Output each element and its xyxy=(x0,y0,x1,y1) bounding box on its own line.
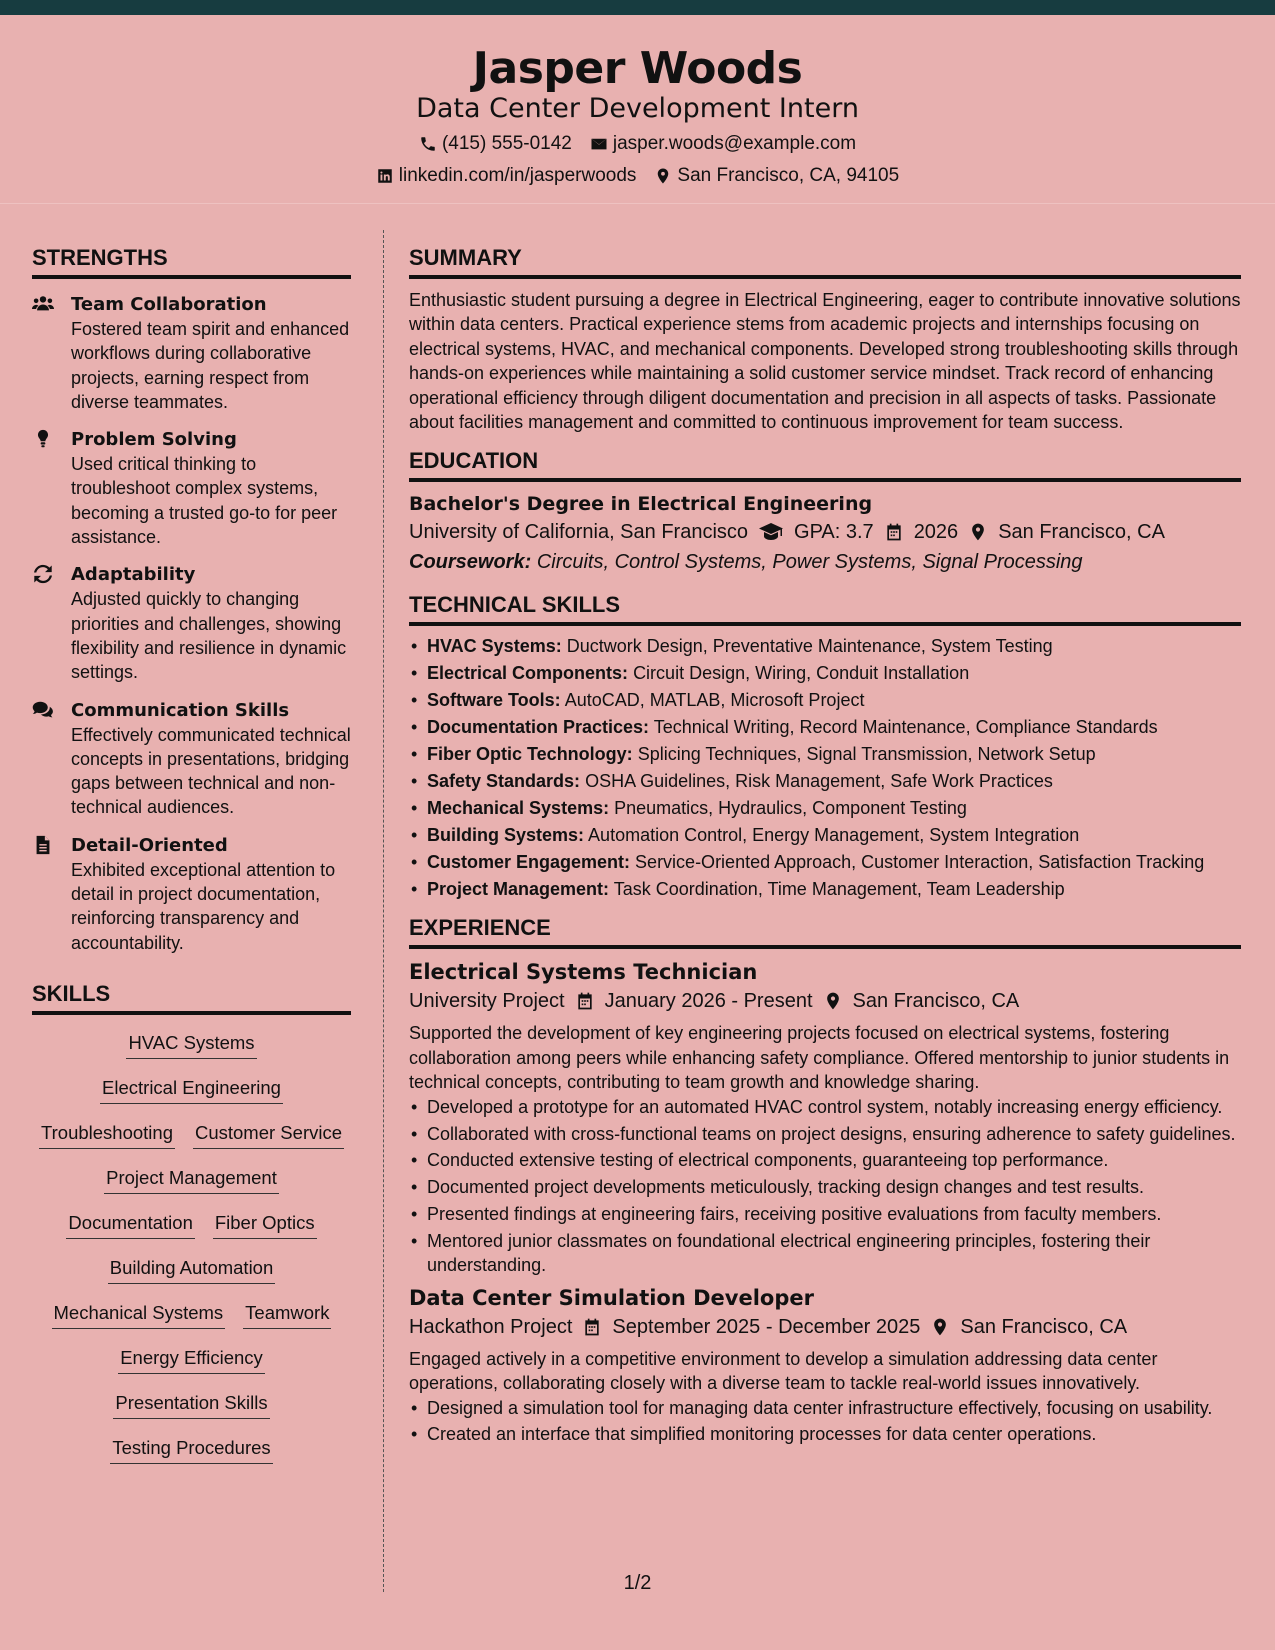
candidate-role: Data Center Development Intern xyxy=(416,93,859,124)
education-meta xyxy=(409,517,1241,547)
users-icon xyxy=(32,294,54,314)
list-item xyxy=(409,633,1241,660)
skill-row xyxy=(32,1299,351,1344)
tech-skill-label: Safety Standards: xyxy=(427,771,581,792)
list-item xyxy=(409,849,1241,876)
refresh-icon xyxy=(32,564,54,584)
tech-skill-value: Pneumatics, Hydraulics, Component Testing xyxy=(614,798,967,819)
job-entry xyxy=(409,1284,1241,1447)
linkedin-text: linkedin.com/in/jasperwoods xyxy=(398,165,637,186)
job-entry xyxy=(409,958,1241,1277)
right-column xyxy=(409,245,1241,1449)
list-item xyxy=(409,687,1241,714)
job-location: San Francisco, CA xyxy=(852,990,1020,1013)
skill-tag: Customer Service xyxy=(193,1119,344,1149)
location-text: San Francisco, CA, 94105 xyxy=(677,165,900,186)
linkedin-icon xyxy=(376,167,394,185)
strength-title: Problem Solving xyxy=(71,429,237,451)
contact-row-2 xyxy=(0,165,1275,187)
job-title: Data Center Simulation Developer xyxy=(409,1285,814,1310)
tech-skill-label: Customer Engagement: xyxy=(427,852,631,873)
list-item xyxy=(409,660,1241,687)
skill-row xyxy=(32,1209,351,1254)
resume-header xyxy=(0,15,1275,204)
skill-tag: HVAC Systems xyxy=(126,1029,256,1059)
strength-desc: Adjusted quickly to changing priorities and challenges, showing flexibility and resilience in dynamic settings. xyxy=(71,589,347,683)
tech-skill-value: Automation Control, Energy Management, System Integration xyxy=(588,825,1080,846)
linkedin-contact[interactable] xyxy=(376,165,637,187)
tech-skill-label: Software Tools: xyxy=(427,690,561,711)
coursework-label: Coursework: xyxy=(409,551,532,574)
list-item xyxy=(409,876,1241,903)
strength-title: Adaptability xyxy=(71,564,196,586)
skills-heading: SKILLS xyxy=(32,981,351,1015)
strength-item xyxy=(32,563,351,684)
skill-tag: Building Automation xyxy=(108,1254,276,1284)
tech-skill-label: Documentation Practices: xyxy=(427,717,650,738)
strength-item xyxy=(32,834,351,955)
calendar-icon xyxy=(582,1317,602,1337)
skill-tag: Presentation Skills xyxy=(113,1389,269,1419)
skill-tag: Troubleshooting xyxy=(39,1119,175,1149)
tech-skill-value: AutoCAD, MATLAB, Microsoft Project xyxy=(564,690,865,711)
grad-year: 2026 xyxy=(913,521,959,544)
list-item: • Conducted extensive testing of electrical components, guaranteeing top performance. xyxy=(409,1148,1241,1172)
job-bullets xyxy=(409,1095,1241,1278)
phone-contact[interactable] xyxy=(419,133,572,155)
skills-list xyxy=(32,1029,351,1479)
list-item: • Created an interface that simplified monitoring processes for data center operations. xyxy=(409,1422,1241,1446)
tech-skill-label: Mechanical Systems: xyxy=(427,798,610,819)
job-description: Engaged actively in a competitive environment to develop a simulation addressing data center operations, collaborating closely with a diverse team to tackle real-world issues innovatively. xyxy=(409,1348,1158,1394)
technical-skills-heading: TECHNICAL SKILLS xyxy=(409,592,1241,626)
lightbulb-icon xyxy=(32,429,54,449)
strength-desc: Exhibited exceptional attention to detail in project documentation, reinforcing transparency and accountability. xyxy=(71,859,336,953)
job-org: University Project xyxy=(409,990,565,1013)
skill-row xyxy=(32,1119,351,1164)
strength-title: Detail-Oriented xyxy=(71,834,228,856)
skill-tag: Teamwork xyxy=(243,1299,331,1329)
list-item xyxy=(409,768,1241,795)
page-number: 1/2 xyxy=(623,1572,652,1594)
email-text: jasper.woods@example.com xyxy=(612,133,857,154)
school-name: University of California, San Francisco xyxy=(409,521,749,544)
comments-icon xyxy=(32,700,54,720)
left-column xyxy=(32,245,351,1479)
list-item xyxy=(409,741,1241,768)
job-meta xyxy=(409,1312,1241,1342)
skill-tag: Fiber Optics xyxy=(213,1209,317,1239)
tech-skill-value: Service-Oriented Approach, Customer Interaction, Satisfaction Tracking xyxy=(635,852,1205,873)
tech-skill-label: Building Systems: xyxy=(427,825,585,846)
list-item: • Presented findings at engineering fairs, receiving positive evaluations from faculty members. xyxy=(409,1202,1241,1226)
technical-skills-list xyxy=(409,633,1241,903)
tech-skill-label: Fiber Optic Technology: xyxy=(427,744,633,765)
job-bullets xyxy=(409,1396,1241,1447)
coursework-line xyxy=(409,547,1241,577)
summary-heading: SUMMARY xyxy=(409,245,1241,279)
skill-row xyxy=(32,1029,351,1074)
map-marker-icon xyxy=(930,1317,950,1337)
calendar-icon xyxy=(575,991,595,1011)
job-title: Electrical Systems Technician xyxy=(409,960,758,985)
column-divider xyxy=(383,230,384,1592)
education-heading: EDUCATION xyxy=(409,448,1241,482)
tech-skill-label: Project Management: xyxy=(427,879,610,900)
tech-skill-label: Electrical Components: xyxy=(427,663,629,684)
skill-row xyxy=(32,1344,351,1389)
top-bar xyxy=(0,0,1275,15)
tech-skill-value: Ductwork Design, Preventative Maintenance, System Testing xyxy=(566,636,1053,657)
strengths-heading: STRENGTHS xyxy=(32,245,351,279)
candidate-name: Jasper Woods xyxy=(472,43,803,94)
list-item xyxy=(409,795,1241,822)
list-item xyxy=(409,714,1241,741)
phone-text: (415) 555-0142 xyxy=(441,133,572,154)
email-contact[interactable] xyxy=(590,133,856,155)
list-item: • Designed a simulation tool for managing data center infrastructure effectively, focusing on usability. xyxy=(409,1396,1241,1420)
tech-skill-label: HVAC Systems: xyxy=(427,636,562,657)
strength-item xyxy=(32,699,351,820)
skill-tag: Testing Procedures xyxy=(110,1434,272,1464)
strength-title: Communication Skills xyxy=(71,699,290,721)
envelope-icon xyxy=(590,135,608,153)
tech-skill-value: OSHA Guidelines, Risk Management, Safe Work Practices xyxy=(585,771,1053,792)
list-item xyxy=(409,822,1241,849)
tech-skill-value: Circuit Design, Wiring, Conduit Installation xyxy=(633,663,970,684)
map-marker-icon xyxy=(968,522,988,542)
strength-desc: Fostered team spirit and enhanced workflows during collaborative projects, earning respect from diverse teammates. xyxy=(71,319,350,412)
skill-row xyxy=(32,1164,351,1209)
tech-skill-value: Technical Writing, Record Maintenance, Compliance Standards xyxy=(653,717,1158,738)
strength-title: Team Collaboration xyxy=(71,294,267,315)
degree-title: Bachelor's Degree in Electrical Engineering xyxy=(409,493,873,516)
strength-desc: Used critical thinking to troubleshoot complex systems, becoming a trusted go-to for peer assistance. xyxy=(71,454,338,548)
document-icon xyxy=(32,835,54,855)
job-meta xyxy=(409,986,1241,1016)
map-marker-icon xyxy=(823,991,843,1011)
skill-tag: Electrical Engineering xyxy=(100,1074,283,1104)
job-description: Supported the development of key engineering projects focused on electrical systems, fostering collaboration among peers while enhancing safety compliance. Offered mentorship to junior students in technical concepts, contributing to team growth and knowledge sharing. xyxy=(409,1023,1230,1093)
school-location: San Francisco, CA xyxy=(998,521,1165,544)
coursework-text: Circuits, Control Systems, Power Systems, Signal Processing xyxy=(536,551,1083,574)
skill-tag: Energy Efficiency xyxy=(118,1344,265,1374)
job-location: San Francisco, CA xyxy=(960,1315,1128,1338)
strength-desc: Effectively communicated technical concepts in presentations, bridging gaps between technical and non-technical audiences. xyxy=(71,724,351,818)
summary-text: Enthusiastic student pursuing a degree in Electrical Engineering, eager to contribute innovative solutions within data centers. Practical experience stems from academic projects and internships focusing on electrical systems, HVAC, and mechanical components. Developed strong troubleshooting skills through hands-on experiences while maintaining a solid customer service mindset. Track record of enhancing operational efficiency through diligent documentation and precision in all aspects of tasks. Passionate about facilities management and committed to continuous improvement for team success. xyxy=(409,290,1241,433)
job-dates: September 2025 - December 2025 xyxy=(612,1315,921,1338)
job-dates: January 2026 - Present xyxy=(604,990,813,1013)
contact-row-1 xyxy=(0,133,1275,155)
skill-row xyxy=(32,1389,351,1434)
skill-row xyxy=(32,1074,351,1119)
location-contact xyxy=(654,165,899,187)
skill-tag: Mechanical Systems xyxy=(52,1299,226,1329)
experience-heading: EXPERIENCE xyxy=(409,915,1241,949)
map-marker-icon xyxy=(654,167,672,185)
tech-skill-value: Task Coordination, Time Management, Team Leadership xyxy=(613,879,1065,900)
graduation-cap-icon xyxy=(758,522,784,542)
list-item: • Collaborated with cross-functional teams on project designs, ensuring adherence to safety guidelines. xyxy=(409,1122,1241,1146)
list-item: • Mentored junior classmates on foundational electrical engineering principles, fostering their understanding. xyxy=(409,1229,1241,1278)
strength-item xyxy=(32,428,351,549)
gpa-text: GPA: 3.7 xyxy=(794,521,874,544)
skill-tag: Project Management xyxy=(104,1164,279,1194)
job-org: Hackathon Project xyxy=(409,1315,573,1338)
phone-icon xyxy=(419,135,437,153)
skill-tag: Documentation xyxy=(66,1209,194,1239)
strength-item xyxy=(32,293,351,414)
list-item: • Documented project developments meticulously, tracking design changes and test results. xyxy=(409,1175,1241,1199)
skill-row xyxy=(32,1254,351,1299)
tech-skill-value: Splicing Techniques, Signal Transmission, Network Setup xyxy=(637,744,1096,765)
skill-row xyxy=(32,1434,351,1479)
list-item: • Developed a prototype for an automated HVAC control system, notably increasing energy efficiency. xyxy=(409,1095,1241,1119)
calendar-icon xyxy=(884,522,904,542)
